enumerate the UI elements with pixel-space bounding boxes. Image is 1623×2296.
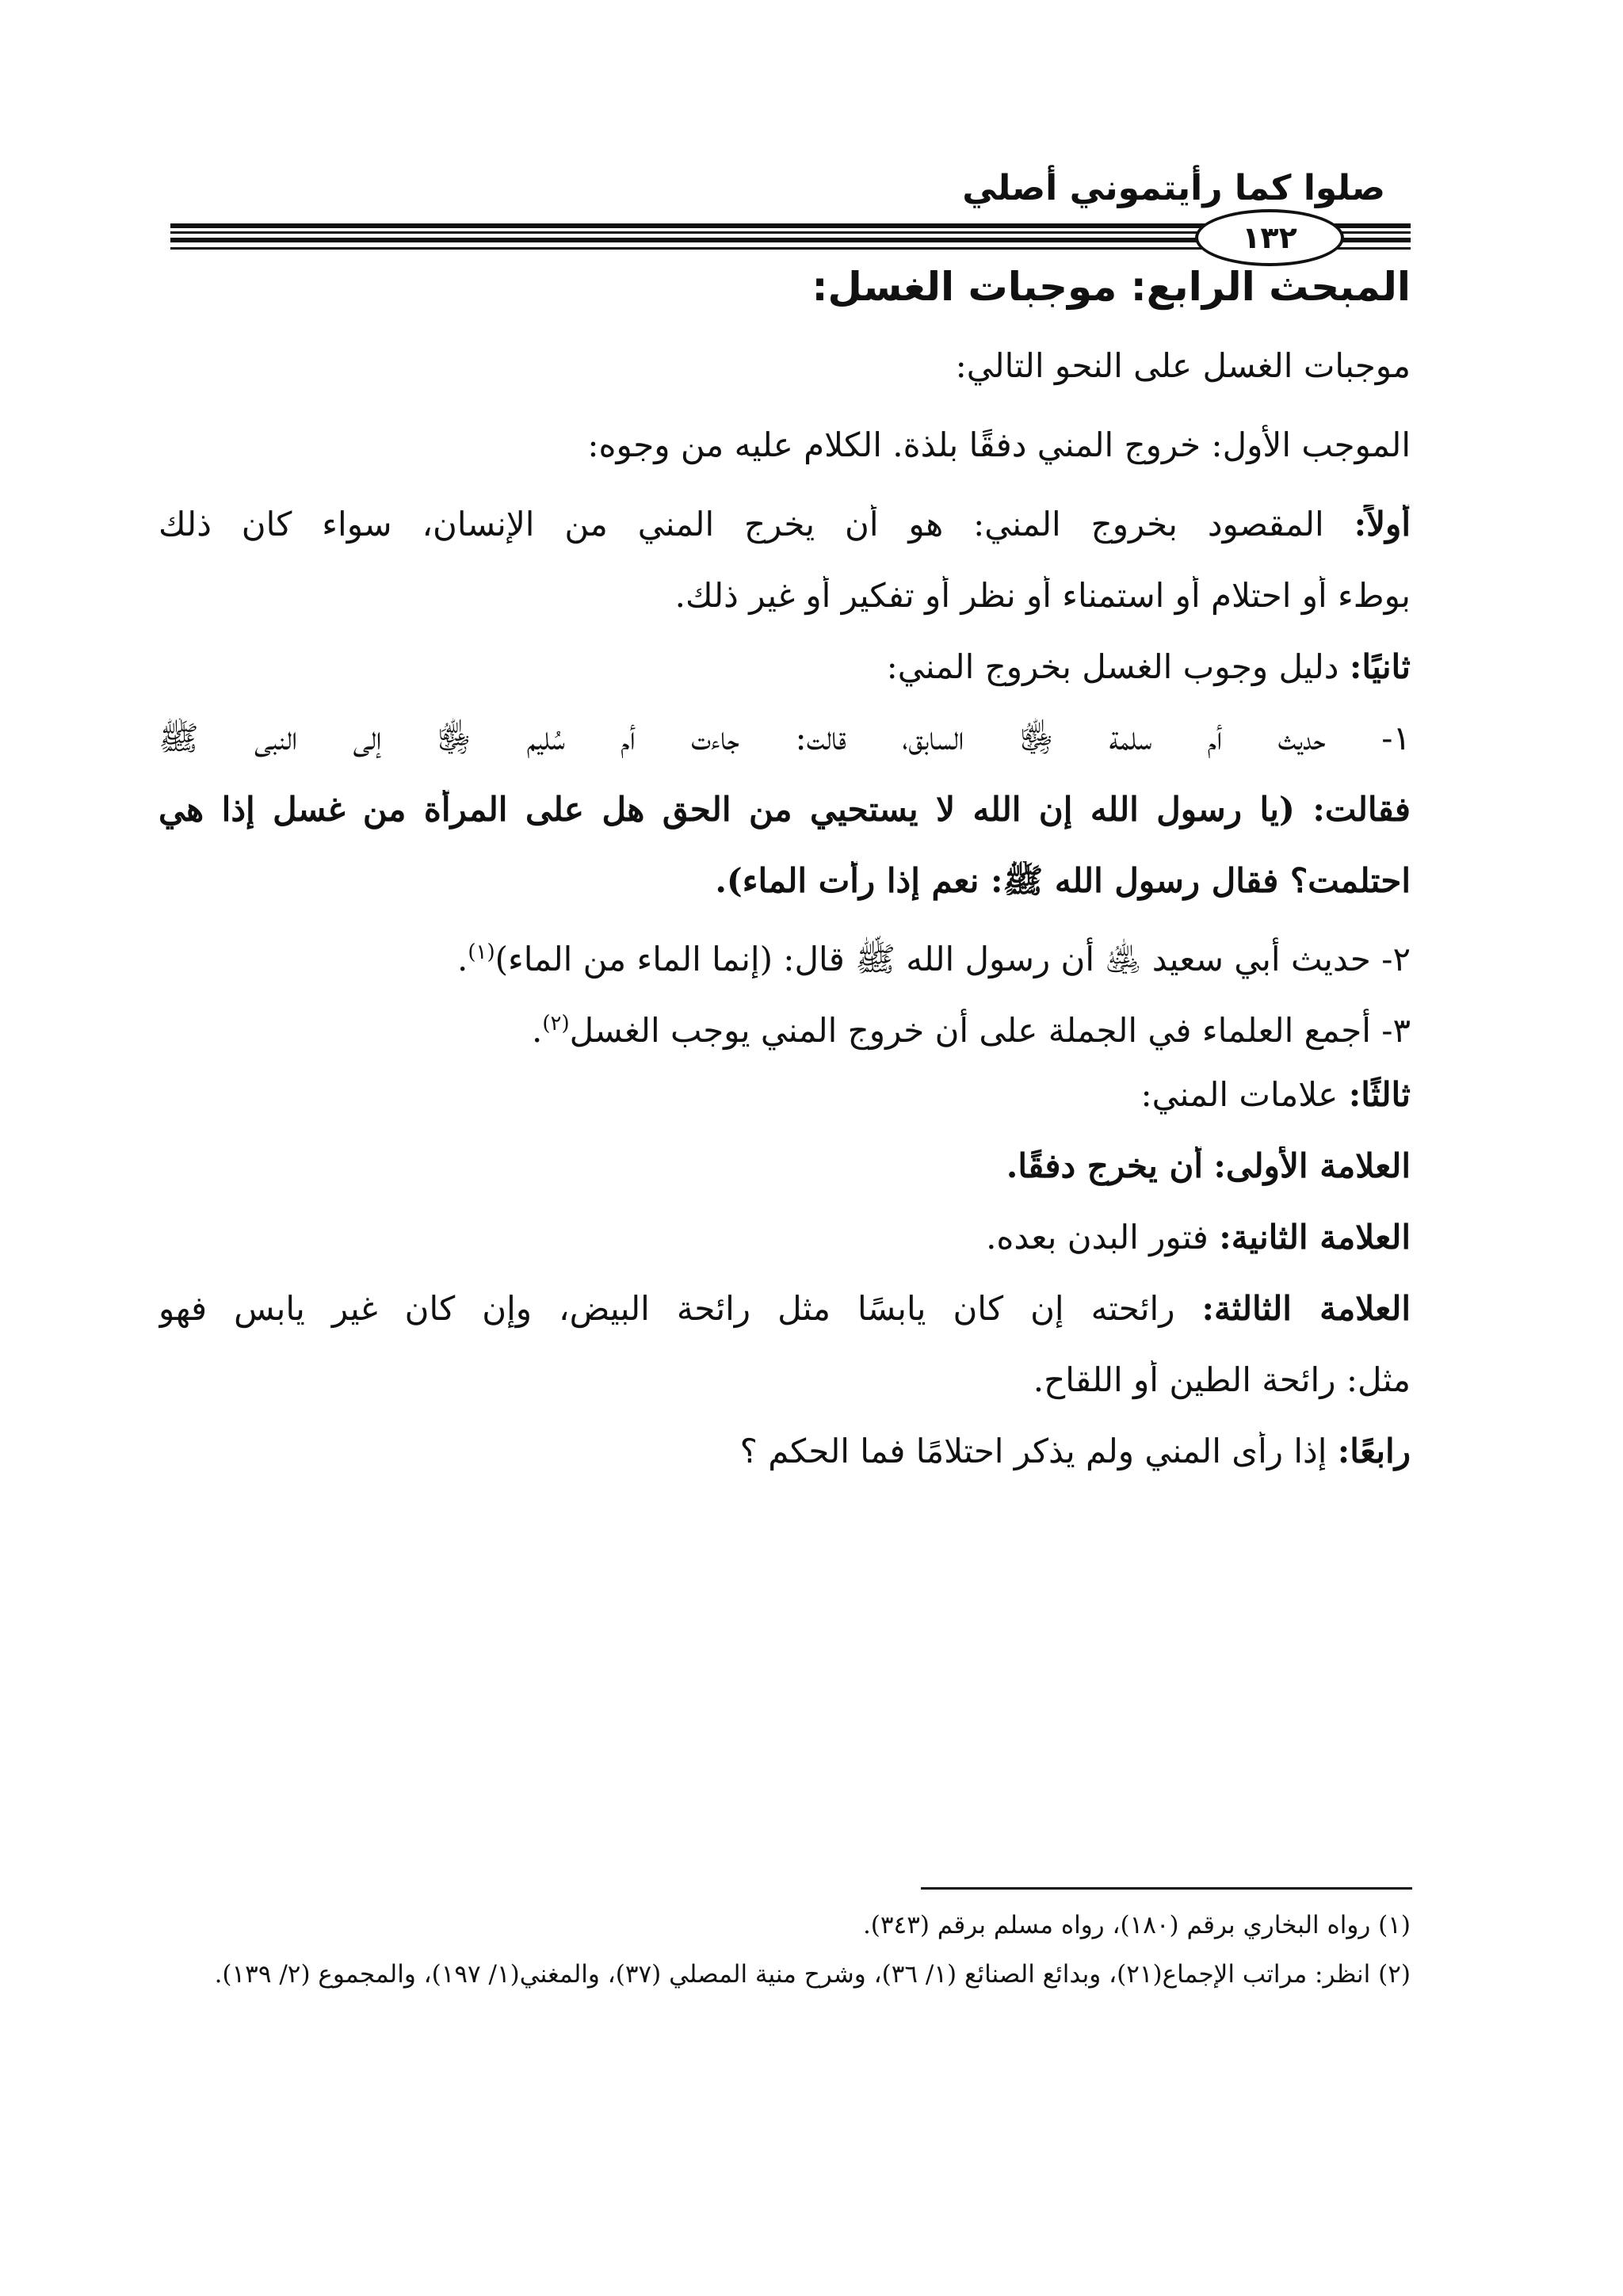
paragraph-text: دليل وجوب الغسل بخروج المني: bbox=[886, 647, 1339, 686]
intro-line: موجبات الغسل على النحو التالي: bbox=[955, 346, 1411, 385]
paragraph-text: المقصود بخروج المني: هو أن يخرج المني من الإنسان، سواء كان ذلك bbox=[158, 505, 1324, 543]
paragraph-third bbox=[158, 1075, 1411, 1146]
paragraph-first-cont: بوطء أو احتلام أو استمناء أو نظر أو تفكير أو غير ذلك. bbox=[674, 576, 1411, 615]
paragraph-first bbox=[158, 505, 1411, 544]
evidence-text: ٣- أجمع العلماء في الجملة على أن خروج المني يوجب الغسل bbox=[569, 1011, 1411, 1050]
paragraph-label: أولاً: bbox=[1354, 505, 1411, 543]
footnotes bbox=[158, 1909, 1411, 2008]
evidence-item-1: ١- حديث أم سلمة ﵂ السابق، قالت: جاءت أم سُليم ﵂ إلى النبي ﷺ bbox=[158, 719, 1411, 757]
paragraph-label: ثانيًا: bbox=[1349, 647, 1411, 686]
page-number: ١٣٢ bbox=[1195, 209, 1344, 266]
evidence-text: ٢- حديث أبي سعيد ﵁ أن رسول الله ﷺ قال: (إنما الماء من الماء) bbox=[495, 940, 1411, 978]
sign-text: أن يخرج دفقًا. bbox=[1006, 1146, 1203, 1185]
sign-3-cont: مثل: رائحة الطين أو اللقاح. bbox=[1033, 1360, 1411, 1399]
paragraph-fourth bbox=[158, 1432, 1411, 1503]
paragraph-label: ثالثًا: bbox=[1348, 1075, 1411, 1114]
sign-label: العلامة الأولى: bbox=[1213, 1146, 1411, 1185]
paragraph-second bbox=[158, 647, 1411, 719]
footnote-separator bbox=[921, 1887, 1412, 1890]
running-header-title: صلوا كما رأيتموني أصلي bbox=[962, 168, 1385, 208]
evidence-item-2: ٢- حديث أبي سعيد ﵁ أن رسول الله ﷺ قال: (إنما الماء من الماء)$^{(١)}$. bbox=[457, 940, 1411, 978]
evidence-item-1-hadith: فقالت: (يا رسول الله إن الله لا يستحيي من الحق هل على المرأة من غسل إذا هي bbox=[158, 790, 1411, 829]
paragraph-text: إذا رأى المني ولم يذكر احتلامًا فما الحكم ؟ bbox=[739, 1432, 1327, 1470]
main-text bbox=[158, 257, 1411, 1503]
evidence-item-3: ٣- أجمع العلماء في الجملة على أن خروج المني يوجب الغسل$^{(٢)}$. bbox=[531, 1011, 1411, 1050]
sign-label: العلامة الثانية: bbox=[1219, 1218, 1411, 1257]
first-obligation: الموجب الأول: خروج المني دفقًا بلذة. الكلام عليه من وجوه: bbox=[587, 425, 1411, 464]
paragraph-text: علامات المني: bbox=[1140, 1075, 1338, 1114]
footnote-2: (٢) انظر: مراتب الإجماع(٢١)، وبدائع الصنائع (١/ ٣٦)، وشرح منية المصلي (٣٧)، والمغني(١/ ١٩٧)، والمجموع (٢/ ١٣٩). bbox=[214, 1960, 1411, 1989]
sign-1 bbox=[158, 1146, 1411, 1218]
footnote-ref: (١) bbox=[468, 940, 495, 964]
sign-text: رائحته إن كان يابسًا مثل رائحة البيض، وإن كان غير يابس فهو bbox=[158, 1289, 1175, 1328]
footnote-1: (١) رواه البخاري برقم (١٨٠)، رواه مسلم برقم (٣٤٣). bbox=[862, 1911, 1411, 1939]
sign-label: العلامة الثالثة: bbox=[1201, 1289, 1411, 1328]
section-heading: المبحث الرابع: موجبات الغسل: bbox=[812, 264, 1411, 310]
evidence-item-1-hadith-end: احتلمت؟ فقال رسول الله ﷺ: نعم إذا رأت الماء). bbox=[715, 861, 1411, 900]
sign-text: فتور البدن بعده. bbox=[986, 1218, 1209, 1257]
paragraph-label: رابعًا: bbox=[1337, 1432, 1411, 1470]
sign-2 bbox=[158, 1218, 1411, 1289]
footnote-ref: (٢) bbox=[542, 1012, 570, 1035]
sign-3 bbox=[158, 1289, 1411, 1329]
